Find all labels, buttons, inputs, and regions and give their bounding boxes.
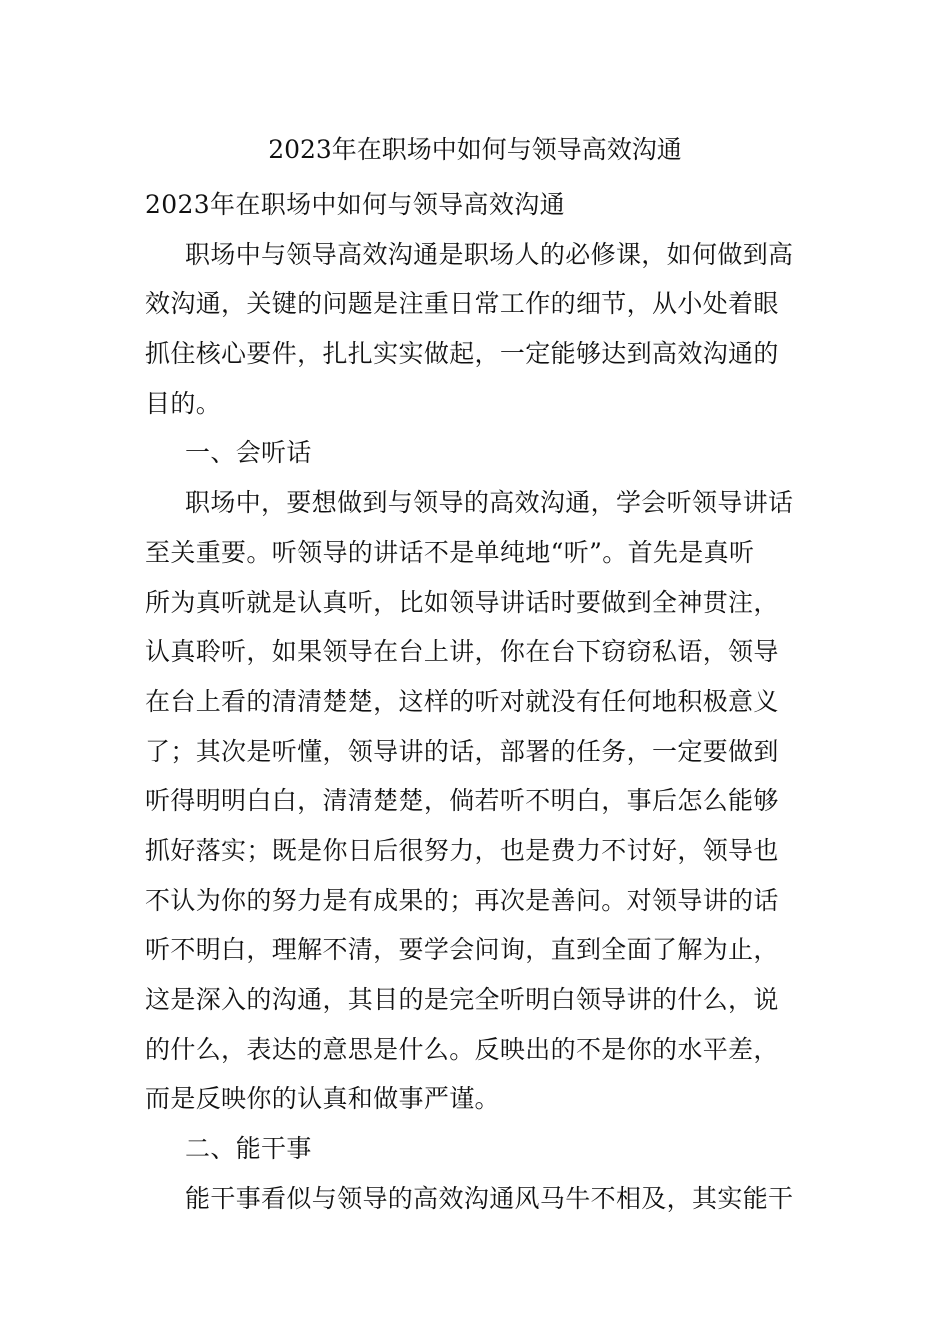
- text-line: 不认为你的努力是有成果的；再次是善问。对领导讲的话: [145, 885, 779, 915]
- text-line: 听得明明白白，清清楚楚，倘若听不明白，事后怎么能够: [145, 786, 779, 816]
- text-line: 二、能干事: [185, 1134, 312, 1164]
- text-line: 目的。: [145, 388, 222, 418]
- text-line: 抓好落实；既是你日后很努力，也是费力不讨好，领导也: [145, 835, 779, 865]
- text-line: 听不明白，理解不清，要学会问询，直到全面了解为止，: [145, 935, 779, 965]
- text-line: 抓住核心要件，扎扎实实做起，一定能够达到高效沟通的: [145, 339, 779, 369]
- text-line: 职场中，要想做到与领导的高效沟通，学会听领导讲话: [185, 488, 794, 518]
- text-line: 2023年在职场中如何与领导高效沟通: [145, 190, 565, 219]
- text-line: 效沟通，关键的问题是注重日常工作的细节，从小处着眼: [145, 289, 779, 319]
- text-line: 所为真听就是认真听，比如领导讲话时要做到全神贯注，: [145, 587, 779, 617]
- text-line: 职场中与领导高效沟通是职场人的必修课，如何做到高: [185, 239, 794, 269]
- document-body: [145, 180, 810, 1223]
- text-line: 在台上看的清清楚楚，这样的听对就没有任何地积极意义: [145, 686, 779, 716]
- text-line: 而是反映你的认真和做事严谨。: [145, 1084, 500, 1114]
- text-line: 一、会听话: [185, 438, 312, 468]
- text-line: 认真聆听，如果领导在台上讲，你在台下窃窃私语，领导: [145, 637, 779, 667]
- text-line: 这是深入的沟通，其目的是完全听明白领导讲的什么，说: [145, 985, 779, 1014]
- text-line: 至关重要。听领导的讲话不是单纯地“听”。首先是真听: [145, 537, 755, 567]
- text-line: 的什么，表达的意思是什么。反映出的不是你的水平差，: [145, 1034, 779, 1064]
- document-title: 2023年在职场中如何与领导高效沟通: [268, 135, 682, 164]
- text-line: 能干事看似与领导的高效沟通风马牛不相及，其实能干: [185, 1183, 794, 1213]
- text-line: 了；其次是听懂，领导讲的话，部署的任务，一定要做到: [145, 736, 779, 766]
